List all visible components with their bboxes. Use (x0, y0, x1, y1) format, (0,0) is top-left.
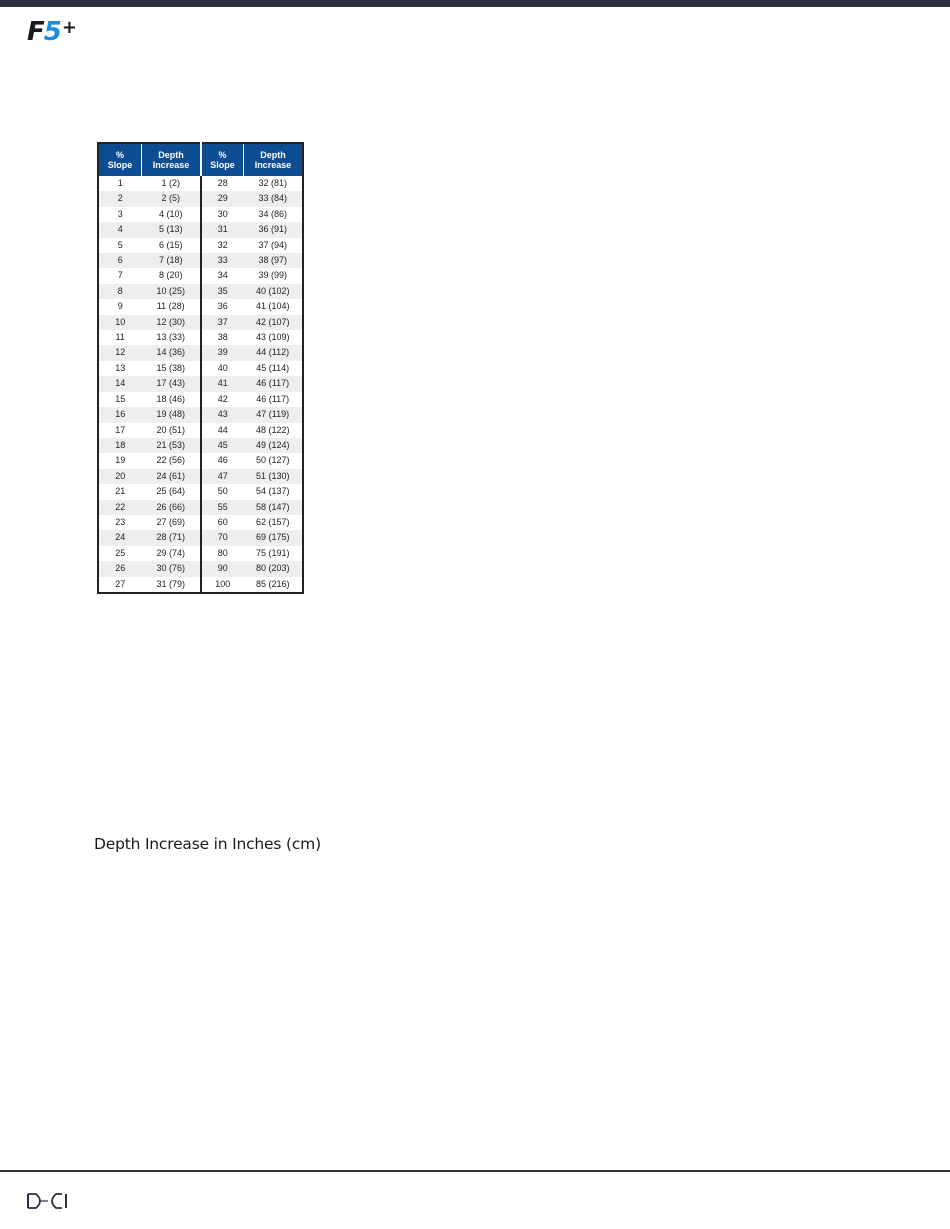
depth-cell: 13 (33) (141, 330, 201, 345)
depth-cell: 7 (18) (141, 253, 201, 268)
depth-cell: 1 (2) (141, 176, 201, 191)
slope-cell: 31 (201, 222, 243, 237)
logo-plus: + (61, 16, 77, 38)
slope-cell: 2 (98, 191, 141, 206)
slope-cell: 70 (201, 530, 243, 545)
slope-cell: 46 (201, 453, 243, 468)
header-depth-2: Depth Increase (243, 143, 303, 176)
slope-cell: 41 (201, 376, 243, 391)
table-row (98, 207, 303, 222)
table-row (98, 484, 303, 499)
slope-cell: 23 (98, 515, 141, 530)
table-row (98, 469, 303, 484)
table-row (98, 345, 303, 360)
depth-cell: 69 (175) (243, 530, 303, 545)
depth-cell: 48 (122) (243, 423, 303, 438)
slope-cell: 8 (98, 284, 141, 299)
table-row (98, 392, 303, 407)
table-caption: Depth Increase in Inches (cm) (94, 835, 321, 853)
slope-cell: 38 (201, 330, 243, 345)
slope-cell: 30 (201, 207, 243, 222)
table-row (98, 515, 303, 530)
depth-cell: 42 (107) (243, 315, 303, 330)
depth-cell: 29 (74) (141, 546, 201, 561)
depth-cell: 22 (56) (141, 453, 201, 468)
table-row (98, 453, 303, 468)
slope-cell: 20 (98, 469, 141, 484)
table-row (98, 315, 303, 330)
depth-cell: 37 (94) (243, 238, 303, 253)
depth-cell: 12 (30) (141, 315, 201, 330)
slope-cell: 16 (98, 407, 141, 422)
header-depth-1: Depth Increase (141, 143, 201, 176)
slope-cell: 39 (201, 345, 243, 360)
footer-rule (0, 1170, 950, 1172)
slope-cell: 37 (201, 315, 243, 330)
header-slope-1: % Slope (98, 143, 141, 176)
table-row (98, 361, 303, 376)
depth-cell: 32 (81) (243, 176, 303, 191)
depth-cell: 47 (119) (243, 407, 303, 422)
slope-depth-table (97, 142, 304, 594)
header-slope-2: % Slope (201, 143, 243, 176)
slope-cell: 1 (98, 176, 141, 191)
depth-cell: 62 (157) (243, 515, 303, 530)
slope-cell: 13 (98, 361, 141, 376)
table-row (98, 423, 303, 438)
table-row (98, 284, 303, 299)
slope-cell: 60 (201, 515, 243, 530)
depth-cell: 49 (124) (243, 438, 303, 453)
table-row (98, 438, 303, 453)
depth-cell: 5 (13) (141, 222, 201, 237)
slope-cell: 44 (201, 423, 243, 438)
table-row (98, 176, 303, 191)
depth-cell: 43 (109) (243, 330, 303, 345)
depth-cell: 41 (104) (243, 299, 303, 314)
depth-cell: 50 (127) (243, 453, 303, 468)
slope-cell: 21 (98, 484, 141, 499)
slope-cell: 100 (201, 577, 243, 593)
slope-cell: 7 (98, 268, 141, 283)
slope-cell: 55 (201, 500, 243, 515)
table-body (98, 176, 303, 593)
slope-cell: 47 (201, 469, 243, 484)
depth-cell: 4 (10) (141, 207, 201, 222)
slope-cell: 19 (98, 453, 141, 468)
depth-cell: 30 (76) (141, 561, 201, 576)
table-row (98, 299, 303, 314)
table-row (98, 191, 303, 206)
slope-cell: 22 (98, 500, 141, 515)
logo-letter-f: F (27, 17, 44, 47)
top-bar (0, 0, 950, 7)
depth-cell: 25 (64) (141, 484, 201, 499)
slope-cell: 5 (98, 238, 141, 253)
table-row (98, 407, 303, 422)
logo-f5 (27, 19, 61, 45)
slope-cell: 32 (201, 238, 243, 253)
slope-cell: 10 (98, 315, 141, 330)
slope-cell: 15 (98, 392, 141, 407)
depth-cell: 24 (61) (141, 469, 201, 484)
slope-cell: 27 (98, 577, 141, 593)
table-row (98, 376, 303, 391)
slope-cell: 29 (201, 191, 243, 206)
slope-cell: 3 (98, 207, 141, 222)
depth-cell: 8 (20) (141, 268, 201, 283)
depth-cell: 34 (86) (243, 207, 303, 222)
depth-cell: 85 (216) (243, 577, 303, 593)
table-header-row (98, 143, 303, 176)
depth-cell: 21 (53) (141, 438, 201, 453)
depth-cell: 17 (43) (141, 376, 201, 391)
depth-cell: 58 (147) (243, 500, 303, 515)
table-row (98, 500, 303, 515)
dci-logo-icon (26, 1192, 70, 1210)
table-row (98, 253, 303, 268)
depth-cell: 45 (114) (243, 361, 303, 376)
depth-cell: 2 (5) (141, 191, 201, 206)
depth-cell: 46 (117) (243, 376, 303, 391)
depth-cell: 39 (99) (243, 268, 303, 283)
depth-cell: 14 (36) (141, 345, 201, 360)
depth-cell: 18 (46) (141, 392, 201, 407)
depth-cell: 51 (130) (243, 469, 303, 484)
slope-cell: 40 (201, 361, 243, 376)
slope-cell: 90 (201, 561, 243, 576)
depth-cell: 36 (91) (243, 222, 303, 237)
depth-cell: 40 (102) (243, 284, 303, 299)
slope-cell: 26 (98, 561, 141, 576)
depth-cell: 6 (15) (141, 238, 201, 253)
depth-cell: 38 (97) (243, 253, 303, 268)
slope-cell: 14 (98, 376, 141, 391)
depth-cell: 75 (191) (243, 546, 303, 561)
slope-cell: 36 (201, 299, 243, 314)
slope-cell: 12 (98, 345, 141, 360)
depth-cell: 44 (112) (243, 345, 303, 360)
slope-cell: 6 (98, 253, 141, 268)
depth-cell: 46 (117) (243, 392, 303, 407)
depth-cell: 27 (69) (141, 515, 201, 530)
table-row (98, 561, 303, 576)
slope-cell: 17 (98, 423, 141, 438)
depth-cell: 19 (48) (141, 407, 201, 422)
table-row (98, 546, 303, 561)
depth-cell: 80 (203) (243, 561, 303, 576)
depth-cell: 28 (71) (141, 530, 201, 545)
depth-cell: 31 (79) (141, 577, 201, 593)
depth-cell: 20 (51) (141, 423, 201, 438)
slope-cell: 33 (201, 253, 243, 268)
table-row (98, 238, 303, 253)
depth-cell: 15 (38) (141, 361, 201, 376)
slope-cell: 50 (201, 484, 243, 499)
table-row (98, 268, 303, 283)
slope-cell: 43 (201, 407, 243, 422)
table-row (98, 222, 303, 237)
depth-cell: 33 (84) (243, 191, 303, 206)
slope-depth-table-container (97, 142, 304, 598)
slope-cell: 4 (98, 222, 141, 237)
slope-cell: 18 (98, 438, 141, 453)
logo-digit-5: 5 (43, 17, 61, 47)
slope-cell: 9 (98, 299, 141, 314)
slope-cell: 28 (201, 176, 243, 191)
slope-cell: 45 (201, 438, 243, 453)
depth-cell: 11 (28) (141, 299, 201, 314)
table-row (98, 330, 303, 345)
depth-cell: 10 (25) (141, 284, 201, 299)
slope-cell: 42 (201, 392, 243, 407)
table-row (98, 577, 303, 593)
f5-plus-logo (27, 17, 117, 47)
depth-cell: 26 (66) (141, 500, 201, 515)
slope-cell: 80 (201, 546, 243, 561)
slope-cell: 35 (201, 284, 243, 299)
slope-cell: 25 (98, 546, 141, 561)
table-row (98, 530, 303, 545)
slope-cell: 34 (201, 268, 243, 283)
depth-cell: 54 (137) (243, 484, 303, 499)
slope-cell: 11 (98, 330, 141, 345)
slope-cell: 24 (98, 530, 141, 545)
